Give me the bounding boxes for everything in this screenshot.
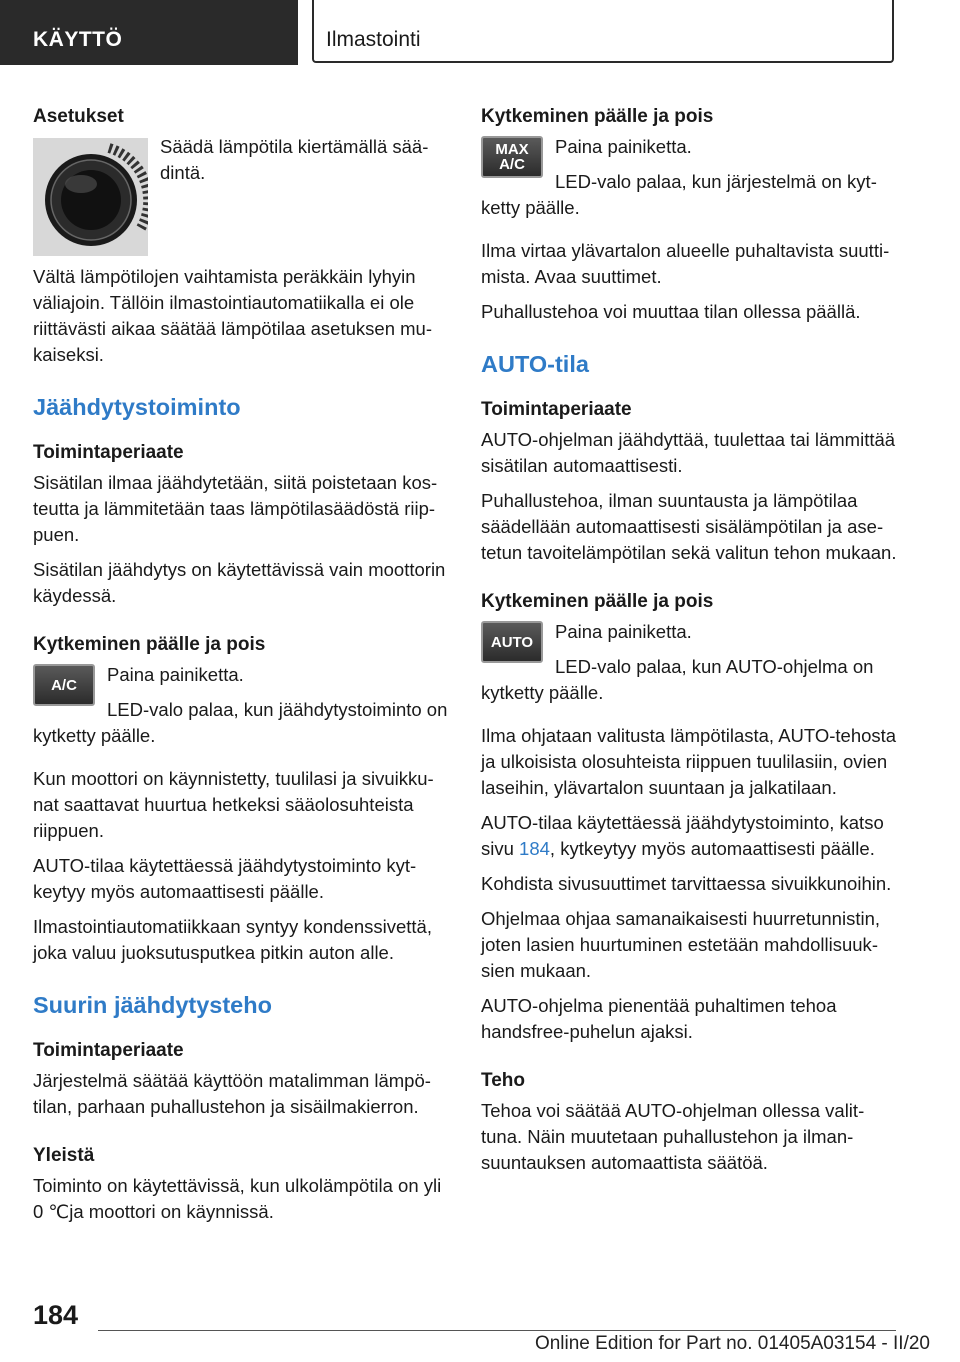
yleista-heading: Yleistä: [33, 1145, 95, 1166]
header-chapter-tab: [312, 0, 894, 63]
kytkeminen-2-p1: Paina painiketta.: [555, 136, 692, 157]
max-ac-line1: MAX: [495, 141, 529, 158]
asetukset-heading: Asetukset: [33, 106, 124, 127]
suurin-heading: Suurin jäähdytysteho: [33, 992, 272, 1018]
kytkeminen-3-p2: LED-valo palaa, kun AUTO-ohjelma on kytketty päälle.: [481, 656, 874, 703]
asetukset-text: Säädä lämpötila kiertämällä säädintä.: [160, 136, 429, 183]
kytkeminen-2-p4: Puhallustehoa voi muuttaa tilan ollessa päällä.: [481, 301, 861, 322]
page-number: 184: [33, 1300, 79, 1330]
left-column: [33, 104, 448, 1234]
kytkeminen-3-p3: Ilma ohjataan valitusta lämpötilasta, AUTO-tehosta ja ulkoisista olosuhteista riippuen tuulilasiin, ovien laseihin, ylävartalon suuntaan ja jalkatilaan.: [481, 725, 897, 798]
kytkeminen-3-p4: [481, 810, 899, 862]
kytkeminen-1-p1: Paina painiketta.: [107, 664, 244, 685]
kytkeminen-1-p4: AUTO-tilaa käytettäessä jäähdytystoiminto kytkeytyy myös automaattisesti päälle.: [33, 855, 417, 902]
asetukset-paragraph: Vältä lämpötilojen vaihtamista peräkkäin lyhyin väliajoin. Tällöin ilmastointiautomatiikalla ei ole riittävästi aikaa säätää lämpötilaa asetuksen mukaiseksi.: [33, 266, 432, 365]
kytkeminen-1-p5: Ilmastointiautomatiikkaan syntyy kondenssivettä, joka valuu juoksutusputkea pitkin auton alle.: [33, 916, 432, 963]
yleista-p1: Toiminto on käytettävissä, kun ulkolämpötila on yli 0 ℃ja moottori on käynnissä.: [33, 1175, 442, 1222]
ac-button-label: A/C: [51, 676, 77, 694]
kytkeminen-2-p3: Ilma virtaa ylävartalon alueelle puhaltavista suuttimista. Avaa suuttimet.: [481, 240, 890, 287]
knob-icon: [33, 138, 148, 256]
max-ac-button-image: [481, 136, 543, 178]
kytkeminen-3-p6: Ohjelmaa ohjaa samanaikaisesti huurretunnistin, joten lasien huurtuminen estetään mahdollisuuksien mukaan.: [481, 908, 880, 981]
header-section-label: KÄYTTÖ: [33, 28, 123, 51]
auto-button-label: AUTO: [490, 633, 534, 651]
kytkeminen-heading-3: Kytkeminen päälle ja pois: [481, 591, 714, 612]
teho-p1: Tehoa voi säätää AUTO-ohjelman ollessa valittuna. Näin muutetaan puhallustehon ja ilmansuuntauksen automaattista säätöä.: [481, 1100, 865, 1173]
toimintaperiaate-heading-3: Toimintaperiaate: [481, 399, 632, 420]
auto-button-image: [481, 621, 543, 663]
right-column: [481, 104, 899, 1185]
toimintaperiaate-heading-2: Toimintaperiaate: [33, 1040, 184, 1061]
toimintaperiaate-1-p1: Sisätilan ilmaa jäähdytetään, siitä poistetaan kosteutta ja lämmitetään taas lämpötilasäädöstä riippuen.: [33, 472, 438, 545]
kytkeminen-3-p5: Kohdista sivusuuttimet tarvittaessa sivuikkunoihin.: [481, 873, 892, 894]
ac-button-image: [33, 664, 95, 706]
max-ac-line2: A/C: [499, 156, 525, 173]
kytkeminen-heading-2: Kytkeminen päälle ja pois: [481, 106, 714, 127]
footer-divider: [98, 1330, 896, 1331]
kytkeminen-heading-1: Kytkeminen päälle ja pois: [33, 634, 266, 655]
toimintaperiaate-1-p2: Sisätilan jäähdytys on käytettävissä vain moottorin käydessä.: [33, 559, 446, 606]
temperature-knob-image: [33, 138, 148, 256]
page-184-link[interactable]: 184: [519, 838, 550, 859]
footer-edition: Online Edition for Part no. 01405A03154 - II/20: [534, 1333, 930, 1354]
auto-block: [481, 619, 899, 715]
toimintaperiaate-3-p1: AUTO-ohjelman jäähdyttää, tuulettaa tai lämmittää sisätilan automaattisesti.: [481, 429, 896, 476]
kytkeminen-3-p4-post: , kytkeytyy myös automaattisesti päälle.: [549, 838, 875, 859]
teho-heading: Teho: [481, 1070, 525, 1091]
header-chapter-label: Ilmastointi: [326, 28, 421, 51]
jaahdytys-heading: Jäähdytystoiminto: [33, 394, 241, 420]
kytkeminen-3-p4-pre: AUTO-tilaa käytettäessä jäähdytystoiminto, katso sivu: [481, 812, 884, 859]
kytkeminen-3-p1: Paina painiketta.: [555, 621, 692, 642]
header-section-tab: [0, 0, 298, 65]
kytkeminen-3-p7: AUTO-ohjelma pienentää puhaltimen tehoa handsfree-puhelun ajaksi.: [481, 995, 837, 1042]
kytkeminen-2-p2: LED-valo palaa, kun järjestelmä on kytketty päälle.: [481, 171, 877, 218]
auto-heading: AUTO-tila: [481, 351, 589, 377]
ac-block: [33, 662, 448, 758]
max-ac-block: [481, 134, 899, 230]
toimintaperiaate-3-p2: Puhallustehoa, ilman suuntausta ja lämpötilaa säädellään automaattisesti sisälämpötilan ja asetetun tavoitelämpötilan sekä valitun tehon mukaan.: [481, 490, 897, 563]
kytkeminen-1-p2: LED-valo palaa, kun jäähdytystoiminto on kytketty päälle.: [33, 699, 448, 746]
asetukset-block: [33, 134, 448, 256]
kytkeminen-1-p3: Kun moottori on käynnistetty, tuulilasi ja sivuikkunat saattavat huurtua hetkeksi sääolosuhteista riippuen.: [33, 768, 434, 841]
toimintaperiaate-2-p1: Järjestelmä säätää käyttöön matalimman lämpötilan, parhaan puhallustehon ja sisäilmakierron.: [33, 1070, 431, 1117]
toimintaperiaate-heading-1: Toimintaperiaate: [33, 442, 184, 463]
